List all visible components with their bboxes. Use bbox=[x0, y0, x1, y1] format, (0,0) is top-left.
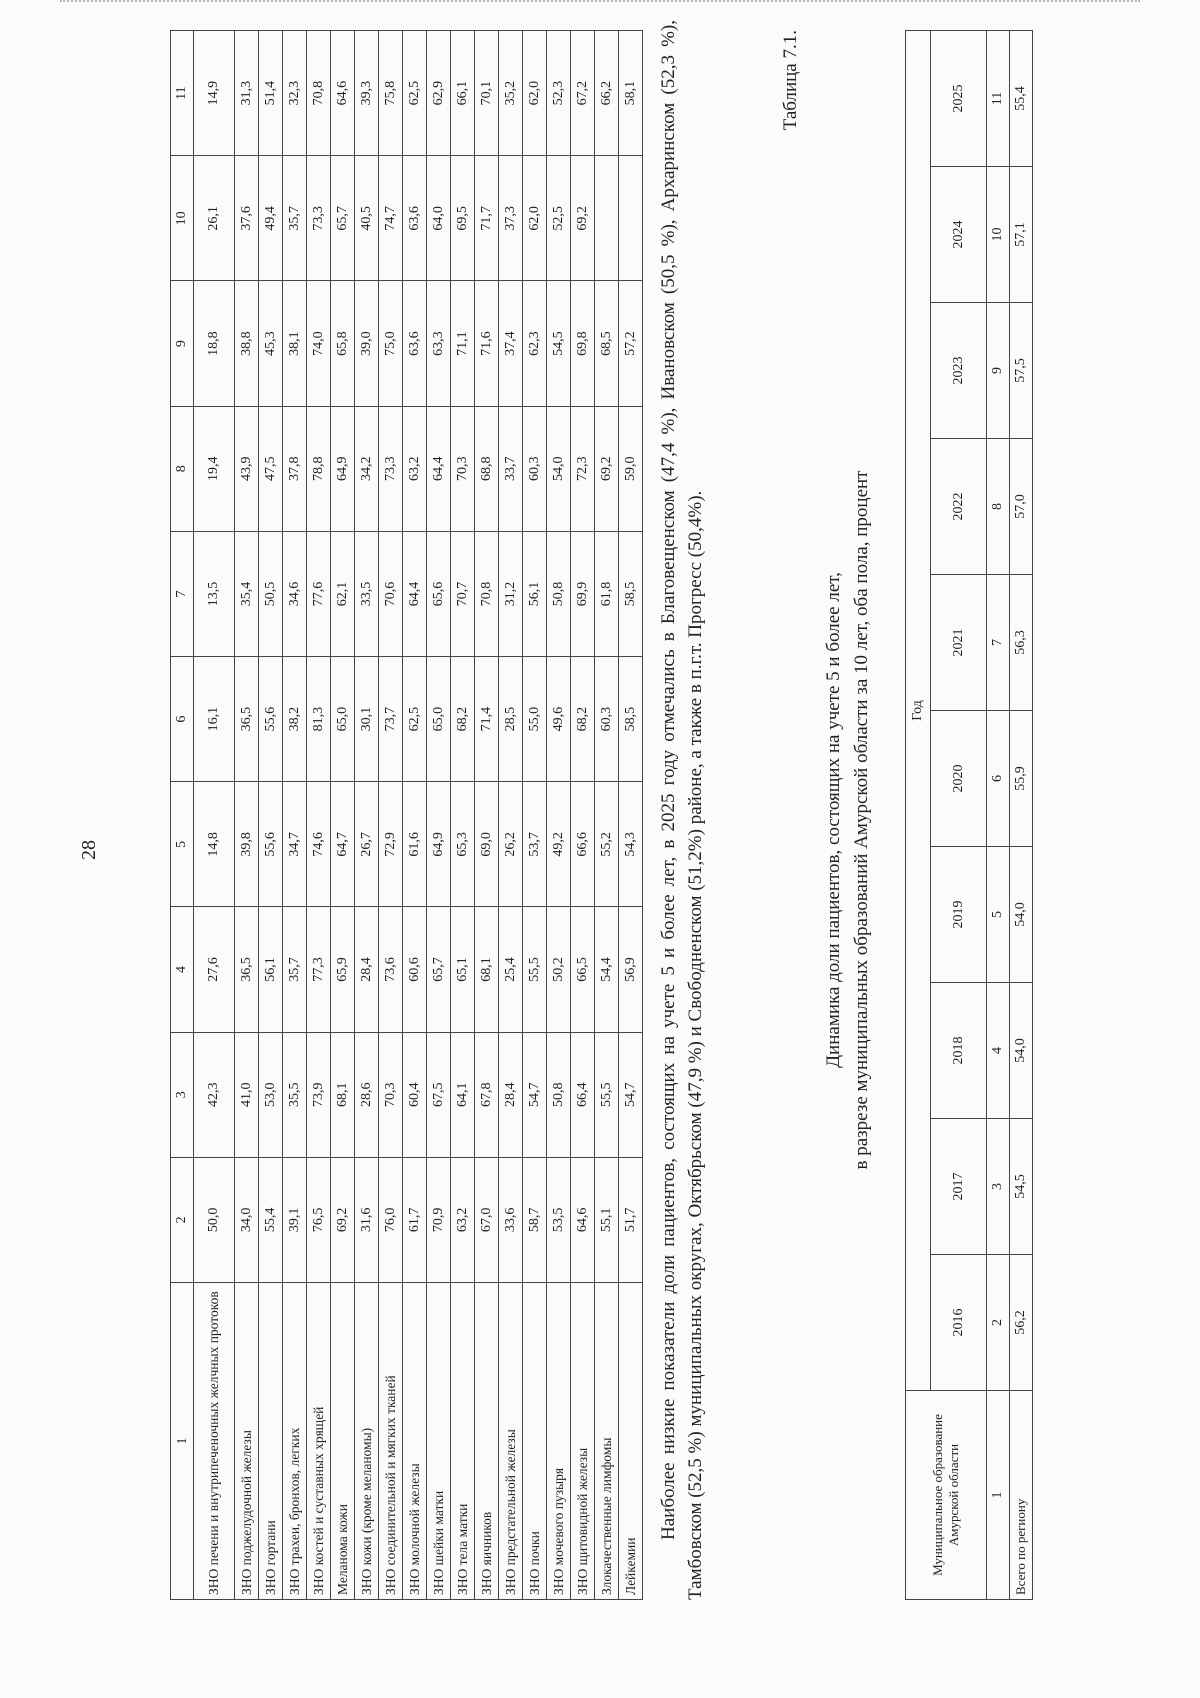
rotated-content bbox=[140, 20, 1140, 1600]
table-row bbox=[619, 31, 643, 1600]
row-label: Злокачественные лимфомы bbox=[595, 1283, 619, 1600]
table-cell: 18,8 bbox=[194, 281, 235, 406]
table-row bbox=[259, 31, 283, 1600]
table-cell: 65,0 bbox=[427, 657, 451, 782]
table-cell: 57,2 bbox=[619, 281, 643, 406]
table-cell: 62,9 bbox=[427, 31, 451, 156]
column-number-cell: 3 bbox=[987, 1119, 1010, 1255]
table-cell: 70,7 bbox=[451, 531, 475, 656]
table-cell: 60,3 bbox=[523, 406, 547, 531]
table-cell: 70,8 bbox=[475, 531, 499, 656]
table-cell: 64,1 bbox=[451, 1032, 475, 1157]
table-cell: 26,7 bbox=[355, 782, 379, 907]
row-label: ЗНО поджелудочной железы bbox=[235, 1283, 259, 1600]
table-cell: 58,5 bbox=[619, 657, 643, 782]
row-label: ЗНО яичников bbox=[475, 1283, 499, 1600]
table-cell: 69,0 bbox=[475, 782, 499, 907]
table-row bbox=[355, 31, 379, 1600]
table-cell: 66,2 bbox=[595, 31, 619, 156]
header-cell: 1 bbox=[171, 1283, 194, 1600]
table-cell: 49,4 bbox=[259, 156, 283, 281]
table-cell: 55,4 bbox=[259, 1157, 283, 1282]
column-number-cell: 1 bbox=[987, 1391, 1010, 1600]
table-cell: 34,0 bbox=[235, 1157, 259, 1282]
table-row bbox=[451, 31, 475, 1600]
table-cell: 68,1 bbox=[475, 907, 499, 1032]
table-cell: 65,0 bbox=[331, 657, 355, 782]
table-cell: 56,1 bbox=[523, 531, 547, 656]
table-cell: 39,8 bbox=[235, 782, 259, 907]
year-cell: 2017 bbox=[931, 1119, 987, 1255]
header-cell: 7 bbox=[171, 531, 194, 656]
table-cell: 50,0 bbox=[194, 1157, 235, 1282]
table-row bbox=[595, 31, 619, 1600]
table-cell: 62,0 bbox=[523, 31, 547, 156]
paragraph bbox=[655, 20, 709, 1600]
municipality-header: Муниципальное образование Амурской области bbox=[906, 1391, 987, 1600]
table-cell: 54,5 bbox=[547, 281, 571, 406]
table-row bbox=[523, 31, 547, 1600]
table-cell: 55,5 bbox=[595, 1032, 619, 1157]
table-row bbox=[379, 31, 403, 1600]
year-cell: 2023 bbox=[931, 303, 987, 439]
table-cell: 55,1 bbox=[595, 1157, 619, 1282]
header-cell: 9 bbox=[171, 281, 194, 406]
table-cell: 54,3 bbox=[619, 782, 643, 907]
table-cell: 69,2 bbox=[595, 406, 619, 531]
row-label: ЗНО шейки матки bbox=[427, 1283, 451, 1600]
table-cell: 72,9 bbox=[379, 782, 403, 907]
header-cell: 5 bbox=[171, 782, 194, 907]
table-cell: 28,6 bbox=[355, 1032, 379, 1157]
table-cell: 38,2 bbox=[283, 657, 307, 782]
table-cell: 50,8 bbox=[547, 1032, 571, 1157]
row-label: ЗНО гортани bbox=[259, 1283, 283, 1600]
table-cell: 66,5 bbox=[571, 907, 595, 1032]
column-number-cell: 7 bbox=[987, 575, 1010, 711]
table-cell: 62,0 bbox=[523, 156, 547, 281]
table-cell: 65,6 bbox=[427, 531, 451, 656]
table-cell: 77,6 bbox=[307, 531, 331, 656]
table-cell: 67,8 bbox=[475, 1032, 499, 1157]
table-cell: 54,7 bbox=[619, 1032, 643, 1157]
table-cell: 73,9 bbox=[307, 1032, 331, 1157]
table-cell: 37,4 bbox=[499, 281, 523, 406]
table-cell: 38,8 bbox=[235, 281, 259, 406]
table-cell: 64,9 bbox=[331, 406, 355, 531]
table-cell: 67,2 bbox=[571, 31, 595, 156]
table-cell: 55,9 bbox=[1010, 711, 1033, 847]
year-header: Год bbox=[906, 31, 931, 1391]
scan-edge-marks bbox=[60, 0, 1140, 8]
table-cell: 64,7 bbox=[331, 782, 355, 907]
row-label: ЗНО молочной железы bbox=[403, 1283, 427, 1600]
table-cell: 54,0 bbox=[547, 406, 571, 531]
header-cell: 6 bbox=[171, 657, 194, 782]
table-cell: 45,3 bbox=[259, 281, 283, 406]
table-cell: 64,6 bbox=[571, 1157, 595, 1282]
table-cell: 55,5 bbox=[523, 907, 547, 1032]
table-cell: 60,3 bbox=[595, 657, 619, 782]
table-cell: 56,2 bbox=[1010, 1255, 1033, 1391]
table-cell: 52,3 bbox=[547, 31, 571, 156]
table-cell: 72,3 bbox=[571, 406, 595, 531]
table-cell: 70,6 bbox=[379, 531, 403, 656]
table-cell: 74,0 bbox=[307, 281, 331, 406]
column-number-cell: 10 bbox=[987, 167, 1010, 303]
table-cell: 34,6 bbox=[283, 531, 307, 656]
table-cell: 42,3 bbox=[194, 1032, 235, 1157]
table-cell: 66,4 bbox=[571, 1032, 595, 1157]
table-cell: 63,3 bbox=[427, 281, 451, 406]
table-cell: 69,2 bbox=[331, 1157, 355, 1282]
table-cell: 75,8 bbox=[379, 31, 403, 156]
header-cell: 11 bbox=[171, 31, 194, 156]
row-label: ЗНО кожи (кроме меланомы) bbox=[355, 1283, 379, 1600]
table-cell: 67,0 bbox=[475, 1157, 499, 1282]
table-cell: 30,1 bbox=[355, 657, 379, 782]
table-cell: 37,3 bbox=[499, 156, 523, 281]
paragraph-text: Наиболее низкие показатели доли пациентов, состоящих на учете 5 и более лет, в 2025 году отмечались в Благовещенском (47,4 %), Ивановском (50,5 %), Архаринском (52,3 %), Тамбовском (52,5 %) муниципальных округах, Октябрьском (47,9 %) и Свободненском (51,2%) районе, а также в п.г.т. Прогресс (50,4%). bbox=[658, 20, 706, 1600]
table-title bbox=[820, 40, 876, 1600]
title-line: в разрезе муниципальных образований Амурской области за 10 лет, оба пола, процент bbox=[851, 470, 872, 1170]
table-cell: 71,7 bbox=[475, 156, 499, 281]
table-cell: 54,4 bbox=[595, 907, 619, 1032]
table-cell: 49,6 bbox=[547, 657, 571, 782]
header-cell: 4 bbox=[171, 907, 194, 1032]
table-cell bbox=[595, 156, 619, 281]
page-number: 28 bbox=[78, 840, 100, 860]
table-row bbox=[194, 31, 235, 1600]
table-cell: 66,6 bbox=[571, 782, 595, 907]
column-number-cell: 2 bbox=[987, 1255, 1010, 1391]
table-cell: 54,5 bbox=[1010, 1119, 1033, 1255]
table-cell: 57,1 bbox=[1010, 167, 1033, 303]
row-label: ЗНО предстательной железы bbox=[499, 1283, 523, 1600]
table-cell: 39,3 bbox=[355, 31, 379, 156]
row-label: Всего по региону bbox=[1010, 1391, 1033, 1600]
table-cell: 40,5 bbox=[355, 156, 379, 281]
table-cell: 81,3 bbox=[307, 657, 331, 782]
table-cell: 56,1 bbox=[259, 907, 283, 1032]
table-row bbox=[235, 31, 259, 1600]
table-cell: 64,6 bbox=[331, 31, 355, 156]
year-cell: 2018 bbox=[931, 983, 987, 1119]
table-cell: 69,9 bbox=[571, 531, 595, 656]
table-cell: 65,7 bbox=[331, 156, 355, 281]
table-cell: 39,0 bbox=[355, 281, 379, 406]
table-row bbox=[475, 31, 499, 1600]
table-cell: 58,5 bbox=[619, 531, 643, 656]
table-cell: 31,3 bbox=[235, 31, 259, 156]
table-cell: 70,3 bbox=[451, 406, 475, 531]
table-cell: 56,3 bbox=[1010, 575, 1033, 711]
table-cell: 28,4 bbox=[355, 907, 379, 1032]
table-cell: 32,3 bbox=[283, 31, 307, 156]
table-cell: 61,8 bbox=[595, 531, 619, 656]
row-label: ЗНО печени и внутрипеченочных желчных протоков bbox=[194, 1283, 235, 1600]
table-cell: 53,7 bbox=[523, 782, 547, 907]
table-cell: 58,1 bbox=[619, 31, 643, 156]
table-cell: 71,6 bbox=[475, 281, 499, 406]
table-cell: 62,5 bbox=[403, 31, 427, 156]
table-cell: 76,5 bbox=[307, 1157, 331, 1282]
table-cell: 43,9 bbox=[235, 406, 259, 531]
table-cell: 37,6 bbox=[235, 156, 259, 281]
table-cell: 64,4 bbox=[403, 531, 427, 656]
table-cell: 53,5 bbox=[547, 1157, 571, 1282]
table-cell: 63,2 bbox=[403, 406, 427, 531]
row-label: ЗНО трахеи, бронхов, легких bbox=[283, 1283, 307, 1600]
table-cell: 39,1 bbox=[283, 1157, 307, 1282]
table-row bbox=[571, 31, 595, 1600]
column-number-cell: 5 bbox=[987, 847, 1010, 983]
table-cell: 75,0 bbox=[379, 281, 403, 406]
table-cell: 69,8 bbox=[571, 281, 595, 406]
row-label: ЗНО костей и суставных хрящей bbox=[307, 1283, 331, 1600]
dynamics-table bbox=[905, 30, 1033, 1600]
years-row bbox=[931, 31, 987, 1600]
table-cell: 52,5 bbox=[547, 156, 571, 281]
year-cell: 2021 bbox=[931, 575, 987, 711]
table-cell: 62,1 bbox=[331, 531, 355, 656]
table-cell: 51,7 bbox=[619, 1157, 643, 1282]
table-cell: 59,0 bbox=[619, 406, 643, 531]
table-cell: 69,5 bbox=[451, 156, 475, 281]
table-cell: 54,0 bbox=[1010, 983, 1033, 1119]
row-label: ЗНО тела матки bbox=[451, 1283, 475, 1600]
column-number-cell: 6 bbox=[987, 711, 1010, 847]
table-cell: 16,1 bbox=[194, 657, 235, 782]
table-cell: 28,5 bbox=[499, 657, 523, 782]
table-cell: 35,4 bbox=[235, 531, 259, 656]
table-cell: 64,9 bbox=[427, 782, 451, 907]
table-row bbox=[499, 31, 523, 1600]
table-cell: 60,4 bbox=[403, 1032, 427, 1157]
table-cell: 25,4 bbox=[499, 907, 523, 1032]
table-cell: 34,7 bbox=[283, 782, 307, 907]
table-cell: 31,6 bbox=[355, 1157, 379, 1282]
table-cell: 50,5 bbox=[259, 531, 283, 656]
table-cell: 70,1 bbox=[475, 31, 499, 156]
table-cell: 65,3 bbox=[451, 782, 475, 907]
table-cell: 58,7 bbox=[523, 1157, 547, 1282]
table-header-row bbox=[171, 31, 194, 1600]
table-cell: 78,8 bbox=[307, 406, 331, 531]
header-cell: 3 bbox=[171, 1032, 194, 1157]
row-label: ЗНО щитовидной железы bbox=[571, 1283, 595, 1600]
row-label: ЗНО мочевого пузыря bbox=[547, 1283, 571, 1600]
table-cell: 74,6 bbox=[307, 782, 331, 907]
table-cell: 65,7 bbox=[427, 907, 451, 1032]
table-cell: 63,2 bbox=[451, 1157, 475, 1282]
table-cell: 73,3 bbox=[379, 406, 403, 531]
table-cell: 68,8 bbox=[475, 406, 499, 531]
table-cell: 47,5 bbox=[259, 406, 283, 531]
table-cell: 37,8 bbox=[283, 406, 307, 531]
table-cell: 61,7 bbox=[403, 1157, 427, 1282]
table-cell: 73,6 bbox=[379, 907, 403, 1032]
table-cell: 35,7 bbox=[283, 156, 307, 281]
table-cell: 60,6 bbox=[403, 907, 427, 1032]
table-cell: 33,6 bbox=[499, 1157, 523, 1282]
table-cell: 64,0 bbox=[427, 156, 451, 281]
table-cell: 54,0 bbox=[1010, 847, 1033, 983]
table-cell: 35,7 bbox=[283, 907, 307, 1032]
table-cell: 50,8 bbox=[547, 531, 571, 656]
table-cell: 54,7 bbox=[523, 1032, 547, 1157]
table-cell: 68,5 bbox=[595, 281, 619, 406]
row-label: Меланома кожи bbox=[331, 1283, 355, 1600]
table-cell: 28,4 bbox=[499, 1032, 523, 1157]
table-cell: 68,2 bbox=[451, 657, 475, 782]
table-caption: Таблица 7.1. bbox=[780, 30, 801, 131]
column-number-row bbox=[987, 31, 1010, 1600]
table-cell: 27,6 bbox=[194, 907, 235, 1032]
table-cell: 14,9 bbox=[194, 31, 235, 156]
title-line: Динамика доли пациентов, состоящих на учете 5 и более лет, bbox=[823, 572, 844, 1068]
table-cell: 57,5 bbox=[1010, 303, 1033, 439]
table-cell: 36,5 bbox=[235, 907, 259, 1032]
table-cell: 68,2 bbox=[571, 657, 595, 782]
table-cell: 35,5 bbox=[283, 1032, 307, 1157]
table-cell: 31,2 bbox=[499, 531, 523, 656]
table-cell: 73,7 bbox=[379, 657, 403, 782]
table-cell: 33,5 bbox=[355, 531, 379, 656]
table-cell: 77,3 bbox=[307, 907, 331, 1032]
column-number-cell: 9 bbox=[987, 303, 1010, 439]
table-cell: 36,5 bbox=[235, 657, 259, 782]
table-cell: 51,4 bbox=[259, 31, 283, 156]
table-cell: 70,3 bbox=[379, 1032, 403, 1157]
table-cell: 19,4 bbox=[194, 406, 235, 531]
table-row bbox=[427, 31, 451, 1600]
table-row bbox=[1010, 31, 1033, 1600]
table-row bbox=[307, 31, 331, 1600]
table-cell: 38,1 bbox=[283, 281, 307, 406]
table-cell: 65,8 bbox=[331, 281, 355, 406]
table-cell: 63,6 bbox=[403, 281, 427, 406]
table-cell: 35,2 bbox=[499, 31, 523, 156]
table-cell: 68,1 bbox=[331, 1032, 355, 1157]
year-cell: 2020 bbox=[931, 711, 987, 847]
table-cell: 65,1 bbox=[451, 907, 475, 1032]
year-cell: 2016 bbox=[931, 1255, 987, 1391]
table-cell: 14,8 bbox=[194, 782, 235, 907]
year-cell: 2022 bbox=[931, 439, 987, 575]
year-cell: 2019 bbox=[931, 847, 987, 983]
table-cell: 55,6 bbox=[259, 782, 283, 907]
table-cell: 71,1 bbox=[451, 281, 475, 406]
table-row bbox=[547, 31, 571, 1600]
table-cell: 66,1 bbox=[451, 31, 475, 156]
table-cell: 62,3 bbox=[523, 281, 547, 406]
table-cell: 55,6 bbox=[259, 657, 283, 782]
table-row bbox=[331, 31, 355, 1600]
header-cell: 2 bbox=[171, 1157, 194, 1282]
table-cell: 63,6 bbox=[403, 156, 427, 281]
table-cell: 70,9 bbox=[427, 1157, 451, 1282]
column-number-cell: 4 bbox=[987, 983, 1010, 1119]
table-cell: 41,0 bbox=[235, 1032, 259, 1157]
table-cell: 33,7 bbox=[499, 406, 523, 531]
table-cell: 65,9 bbox=[331, 907, 355, 1032]
table-cell: 26,2 bbox=[499, 782, 523, 907]
table-cell: 57,0 bbox=[1010, 439, 1033, 575]
table-cell: 49,2 bbox=[547, 782, 571, 907]
table-cell: 55,0 bbox=[523, 657, 547, 782]
table-cell: 64,4 bbox=[427, 406, 451, 531]
table-cell: 50,2 bbox=[547, 907, 571, 1032]
table-cell: 74,7 bbox=[379, 156, 403, 281]
table-cell: 76,0 bbox=[379, 1157, 403, 1282]
row-label: ЗНО почки bbox=[523, 1283, 547, 1600]
table-cell: 62,5 bbox=[403, 657, 427, 782]
column-number-cell: 8 bbox=[987, 439, 1010, 575]
table-row bbox=[283, 31, 307, 1600]
table-cell: 69,2 bbox=[571, 156, 595, 281]
survival-table bbox=[170, 30, 643, 1600]
table-cell bbox=[619, 156, 643, 281]
table-cell: 55,2 bbox=[595, 782, 619, 907]
table-cell: 70,8 bbox=[307, 31, 331, 156]
table-cell: 26,1 bbox=[194, 156, 235, 281]
header-cell: 10 bbox=[171, 156, 194, 281]
row-label: Лейкемии bbox=[619, 1283, 643, 1600]
row-label: ЗНО соединительной и мягких тканей bbox=[379, 1283, 403, 1600]
table-cell: 13,5 bbox=[194, 531, 235, 656]
table-row bbox=[403, 31, 427, 1600]
column-number-cell: 11 bbox=[987, 31, 1010, 167]
table-cell: 56,9 bbox=[619, 907, 643, 1032]
year-cell: 2025 bbox=[931, 31, 987, 167]
table-cell: 73,3 bbox=[307, 156, 331, 281]
table-cell: 67,5 bbox=[427, 1032, 451, 1157]
table-header-row bbox=[906, 31, 931, 1600]
table-cell: 53,0 bbox=[259, 1032, 283, 1157]
table-cell: 34,2 bbox=[355, 406, 379, 531]
header-cell: 8 bbox=[171, 406, 194, 531]
table-cell: 61,6 bbox=[403, 782, 427, 907]
table-cell: 71,4 bbox=[475, 657, 499, 782]
table-cell: 55,4 bbox=[1010, 31, 1033, 167]
year-cell: 2024 bbox=[931, 167, 987, 303]
